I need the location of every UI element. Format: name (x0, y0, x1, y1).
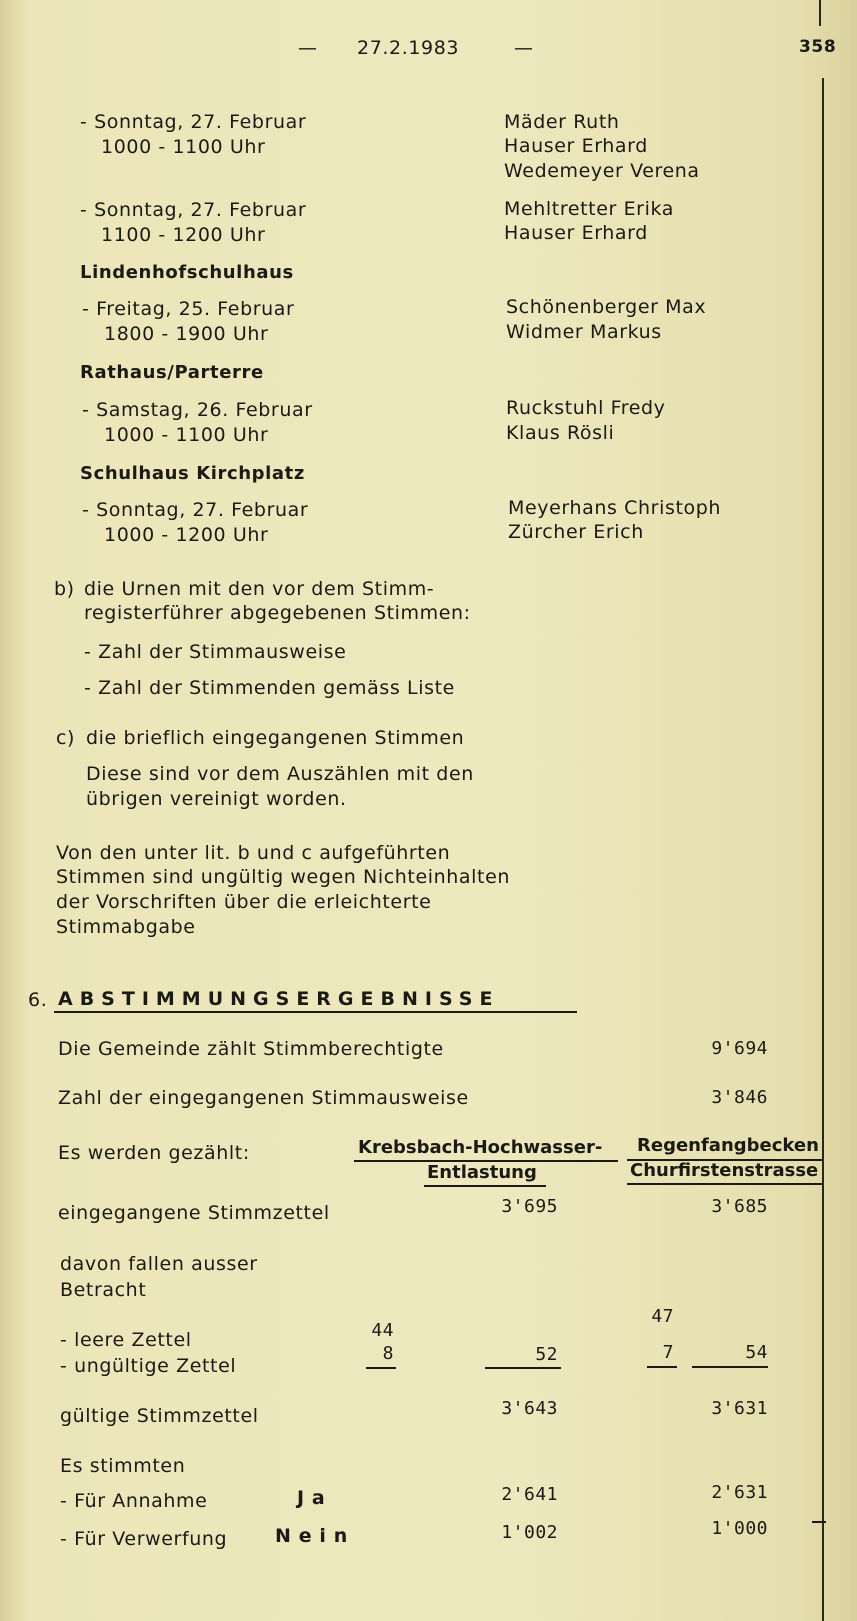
location-title: Rathaus/Parterre (80, 362, 264, 383)
valid-value: 3'631 (711, 1398, 768, 1419)
location-title: Schulhaus Kirchplatz (80, 463, 305, 484)
location-name: Ruckstuhl Fredy (506, 397, 666, 419)
section-title-underline (54, 1011, 577, 1013)
schedule-name: Hauser Erhard (504, 135, 648, 157)
section-c-note: Diese sind vor dem Auszählen mit den (86, 763, 474, 785)
paragraph-line: der Vorschriften über die erleichterte (56, 891, 432, 913)
total-underline (692, 1366, 768, 1368)
empty-label: - leere Zettel (60, 1329, 192, 1351)
column-header-underline (627, 1183, 823, 1185)
column-header-underline (424, 1185, 546, 1187)
schedule-name: Mäder Ruth (504, 111, 620, 133)
ballots-label: eingegangene Stimmzettel (58, 1202, 330, 1224)
location-name: Klaus Rösli (506, 422, 615, 444)
excluded-total: 52 (535, 1344, 558, 1365)
yes-label: - Für Annahme (60, 1490, 208, 1512)
schedule-time: 1000 - 1100 Uhr (101, 136, 266, 158)
ballots-value: 3'695 (501, 1196, 558, 1217)
total-underline (485, 1367, 561, 1369)
empty-value: 47 (651, 1306, 674, 1327)
no-word: N e i n (275, 1525, 348, 1547)
counted-label: Es werden gezählt: (58, 1142, 250, 1164)
header-dash-right: — (514, 37, 534, 59)
schedule-when: - Sonntag, 27. Februar (80, 111, 307, 133)
column-header: Entlastung (427, 1162, 537, 1183)
schedule-when: - Sonntag, 27. Februar (80, 199, 307, 221)
header-dash-left: — (298, 37, 318, 59)
column-header: Krebsbach-Hochwasser- (358, 1137, 603, 1158)
eligible-label: Die Gemeinde zählt Stimmberechtigte (58, 1038, 444, 1060)
eligible-value: 9'694 (711, 1038, 768, 1059)
schedule-name: Hauser Erhard (504, 222, 648, 244)
location-when: - Samstag, 26. Februar (82, 399, 313, 421)
section-b-item: - Zahl der Stimmausweise (84, 641, 347, 663)
location-name: Zürcher Erich (508, 521, 644, 543)
margin-dash (812, 1521, 826, 1523)
section-c-label: c) (56, 727, 76, 749)
yes-word: J a (297, 1487, 326, 1509)
section-b-line: registerführer abgegebenen Stimmen: (84, 602, 471, 624)
location-time: 1000 - 1200 Uhr (104, 524, 269, 546)
no-value: 1'000 (711, 1518, 768, 1539)
section-b-line: die Urnen mit den vor dem Stimm- (84, 578, 435, 600)
no-value: 1'002 (501, 1522, 558, 1543)
excluded-label: Betracht (60, 1279, 147, 1301)
yes-value: 2'631 (711, 1482, 768, 1503)
section-title: ABSTIMMUNGSERGEBNISSE (58, 988, 500, 1010)
location-name: Schönenberger Max (506, 296, 707, 318)
received-label: Zahl der eingegangenen Stimmausweise (58, 1087, 469, 1109)
excluded-total: 54 (745, 1342, 768, 1363)
excluded-label: davon fallen ausser (60, 1253, 258, 1275)
section-c-line: die brieflich eingegangenen Stimmen (86, 727, 465, 749)
location-time: 1800 - 1900 Uhr (104, 323, 269, 345)
location-name: Widmer Markus (506, 321, 662, 343)
voted-label: Es stimmten (60, 1455, 186, 1477)
ballots-value: 3'685 (711, 1196, 768, 1217)
section-b-label: b) (54, 578, 75, 600)
location-when: - Freitag, 25. Februar (82, 298, 295, 320)
invalid-value: 7 (662, 1342, 674, 1363)
schedule-name: Wedemeyer Verena (504, 160, 700, 182)
valid-label: gültige Stimmzettel (60, 1405, 259, 1427)
schedule-time: 1100 - 1200 Uhr (101, 224, 266, 246)
location-title: Lindenhofschulhaus (80, 262, 294, 283)
location-when: - Sonntag, 27. Februar (82, 499, 309, 521)
location-name: Meyerhans Christoph (508, 497, 722, 519)
received-value: 3'846 (711, 1087, 768, 1108)
section-number: 6. (28, 989, 48, 1011)
margin-line-right (822, 78, 824, 1621)
invalid-value: 8 (382, 1343, 394, 1364)
schedule-name: Mehltretter Erika (504, 198, 674, 220)
invalid-label: - ungültige Zettel (60, 1355, 237, 1377)
subtotal-underline (647, 1366, 677, 1368)
no-label: - Für Verwerfung (60, 1528, 228, 1550)
column-header: Regenfangbecken (637, 1135, 819, 1156)
paragraph-line: Stimmabgabe (56, 916, 196, 938)
page-number: 358 (799, 37, 837, 57)
section-c-note: übrigen vereinigt worden. (86, 788, 347, 810)
section-b-item: - Zahl der Stimmenden gemäss Liste (84, 677, 455, 699)
paragraph-line: Von den unter lit. b und c aufgeführten (56, 842, 451, 864)
margin-line-top (819, 0, 821, 26)
yes-value: 2'641 (501, 1484, 558, 1505)
subtotal-underline (366, 1367, 396, 1369)
column-header: Churfirstenstrasse (630, 1160, 819, 1181)
paragraph-line: Stimmen sind ungültig wegen Nichteinhalten (56, 866, 511, 888)
valid-value: 3'643 (501, 1398, 558, 1419)
empty-value: 44 (371, 1320, 394, 1341)
location-time: 1000 - 1100 Uhr (104, 424, 269, 446)
header-date: 27.2.1983 (357, 37, 460, 59)
